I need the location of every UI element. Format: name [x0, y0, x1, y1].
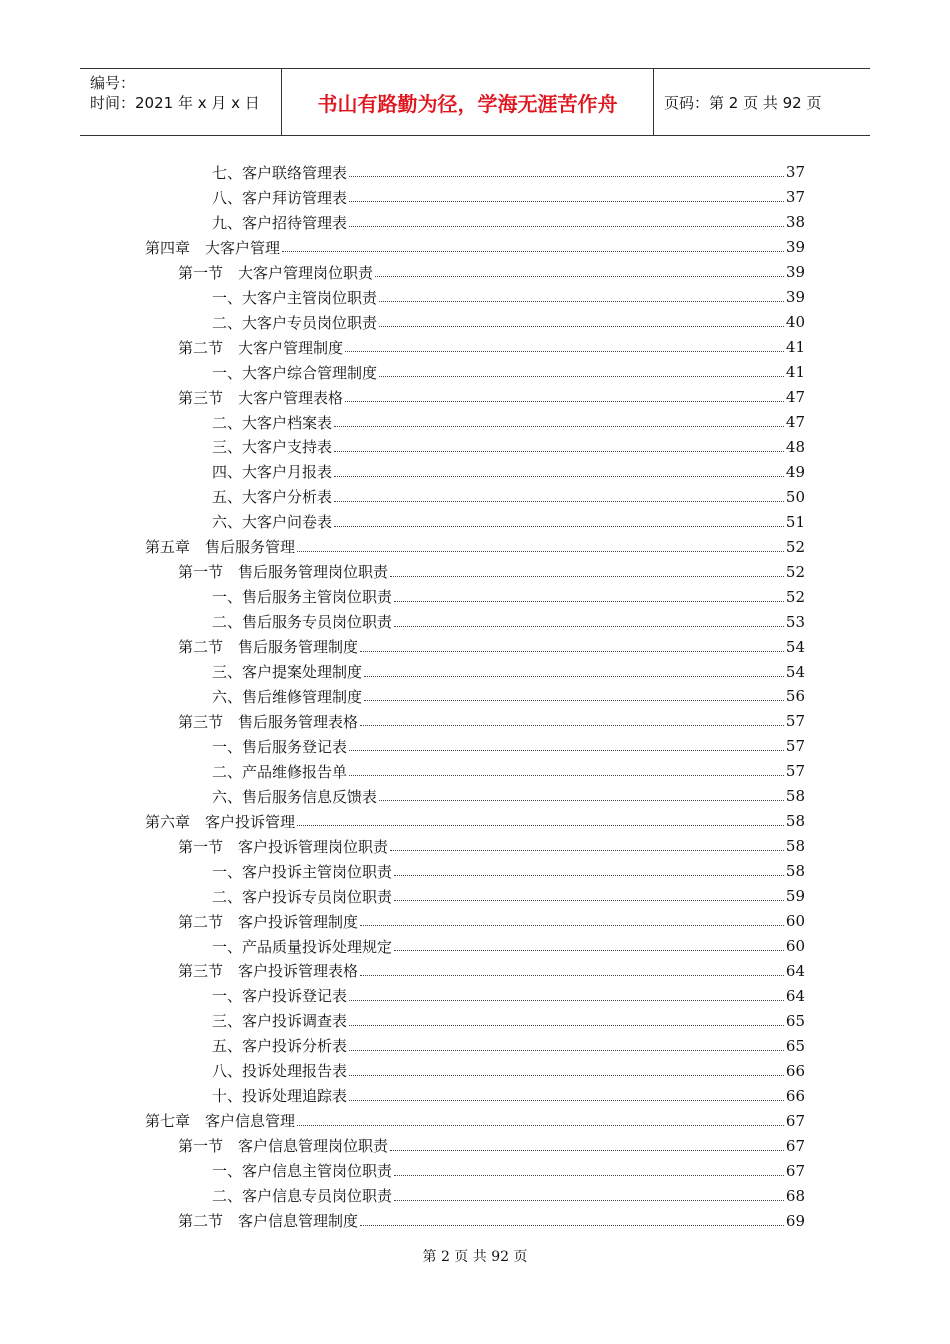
toc-entry[interactable] — [178, 559, 805, 584]
toc-entry[interactable] — [178, 909, 805, 934]
toc-entry-title: 第二节 售后服务管理制度 — [178, 638, 359, 657]
header-meta — [80, 69, 282, 135]
toc-entry-page: 57 — [785, 712, 805, 731]
toc-entry[interactable] — [145, 809, 805, 834]
toc-entry-title: 一、大客户综合管理制度 — [212, 363, 378, 382]
toc-entry[interactable] — [212, 1183, 805, 1208]
toc-entry-page: 57 — [785, 762, 805, 781]
toc-entry-title: 一、客户信息主管岗位职责 — [212, 1162, 393, 1181]
toc-entry[interactable] — [212, 734, 805, 759]
toc-dot-leader — [334, 476, 784, 477]
toc-dot-leader — [360, 725, 784, 726]
toc-dot-leader — [297, 551, 784, 552]
toc-dot-leader — [394, 1175, 784, 1176]
header-motto: 书山有路勤为径，学海无涯苦作舟 — [282, 69, 654, 135]
toc-dot-leader — [394, 900, 784, 901]
page-footer: 第 2 页 共 92 页 — [422, 1249, 528, 1265]
toc-dot-leader — [349, 176, 784, 177]
toc-entry[interactable] — [178, 634, 805, 659]
toc-entry[interactable] — [212, 1033, 805, 1058]
toc-entry-title: 第四章 大客户管理 — [145, 238, 281, 257]
toc-entry-page: 68 — [785, 1186, 805, 1205]
toc-entry-page: 59 — [785, 887, 805, 906]
toc-entry-page: 54 — [785, 662, 805, 681]
toc-entry[interactable] — [212, 659, 805, 684]
toc-entry-page: 58 — [785, 862, 805, 881]
toc-entry[interactable] — [212, 185, 805, 210]
toc-entry[interactable] — [212, 759, 805, 784]
toc-dot-leader — [345, 401, 784, 402]
toc-entry[interactable] — [212, 1058, 805, 1083]
toc-entry-page: 47 — [785, 388, 805, 407]
toc-dot-leader — [394, 601, 784, 602]
toc-entry[interactable] — [212, 584, 805, 609]
toc-dot-leader — [360, 925, 784, 926]
toc-entry-page: 37 — [785, 163, 805, 182]
toc-entry-page: 52 — [785, 537, 805, 556]
toc-entry-page: 50 — [785, 487, 805, 506]
toc-dot-leader — [334, 501, 784, 502]
toc-entry[interactable] — [178, 959, 805, 984]
toc-entry-title: 六、大客户问卷表 — [212, 513, 333, 532]
toc-dot-leader — [379, 301, 784, 302]
toc-entry[interactable] — [212, 434, 805, 459]
toc-entry-title: 一、大客户主管岗位职责 — [212, 288, 378, 307]
toc-dot-leader — [349, 1100, 784, 1101]
document-number-label: 编号： — [90, 74, 136, 92]
toc-entry-title: 第三节 大客户管理表格 — [178, 388, 344, 407]
toc-dot-leader — [349, 1000, 784, 1001]
toc-entry-title: 二、大客户档案表 — [212, 413, 333, 432]
toc-entry[interactable] — [212, 484, 805, 509]
toc-entry[interactable] — [212, 884, 805, 909]
toc-dot-leader — [297, 825, 784, 826]
toc-entry-page: 39 — [785, 263, 805, 282]
toc-entry[interactable] — [212, 983, 805, 1008]
toc-dot-leader — [375, 276, 784, 277]
toc-entry-page: 65 — [785, 1036, 805, 1055]
toc-entry-title: 二、售后服务专员岗位职责 — [212, 613, 393, 632]
toc-dot-leader — [390, 1150, 784, 1151]
toc-entry-title: 第一节 大客户管理岗位职责 — [178, 263, 374, 282]
toc-entry-page: 69 — [785, 1211, 805, 1230]
toc-dot-leader — [349, 750, 784, 751]
toc-entry-page: 40 — [785, 313, 805, 332]
toc-entry-title: 一、售后服务主管岗位职责 — [212, 588, 393, 607]
toc-entry-page: 52 — [785, 587, 805, 606]
toc-entry[interactable] — [178, 260, 805, 285]
toc-entry-page: 67 — [785, 1111, 805, 1130]
toc-dot-leader — [345, 351, 784, 352]
toc-entry-page: 66 — [785, 1086, 805, 1105]
toc-entry-title: 三、客户投诉调查表 — [212, 1012, 348, 1031]
toc-entry-title: 一、客户投诉主管岗位职责 — [212, 862, 393, 881]
toc-entry-title: 三、客户提案处理制度 — [212, 663, 363, 682]
toc-dot-leader — [360, 975, 784, 976]
toc-entry-page: 60 — [785, 937, 805, 956]
toc-entry-page: 41 — [785, 363, 805, 382]
toc-entry[interactable] — [212, 684, 805, 709]
document-time-label: 时间：2021 年 x 月 x 日 — [90, 94, 260, 112]
toc-entry-page: 53 — [785, 612, 805, 631]
toc-dot-leader — [349, 226, 784, 227]
toc-entry-page: 58 — [785, 837, 805, 856]
toc-dot-leader — [364, 700, 784, 701]
toc-entry[interactable] — [145, 1108, 805, 1133]
toc-entry-page: 49 — [785, 462, 805, 481]
toc-entry-title: 第三节 客户投诉管理表格 — [178, 962, 359, 981]
toc-entry[interactable] — [212, 1083, 805, 1108]
toc-entry-page: 47 — [785, 413, 805, 431]
toc-dot-leader — [394, 1200, 784, 1201]
toc-dot-leader — [334, 426, 784, 427]
toc-entry[interactable] — [212, 1158, 805, 1183]
toc-dot-leader — [297, 1125, 784, 1126]
toc-entry-page: 39 — [785, 238, 805, 257]
toc-entry-title: 六、售后维修管理制度 — [212, 687, 363, 706]
toc-entry[interactable] — [212, 310, 805, 335]
toc-entry-page: 57 — [785, 737, 805, 756]
toc-dot-leader — [390, 850, 784, 851]
toc-entry[interactable] — [212, 859, 805, 884]
toc-entry[interactable] — [212, 509, 805, 534]
toc-entry-page: 67 — [785, 1136, 805, 1155]
toc-entry-page: 37 — [785, 188, 805, 207]
toc-entry-title: 第一节 售后服务管理岗位职责 — [178, 563, 389, 582]
header-page-info: 页码：第 2 页 共 92 页 — [664, 93, 822, 112]
toc-entry[interactable] — [212, 285, 805, 310]
toc-entry[interactable] — [178, 834, 805, 859]
toc-entry[interactable] — [212, 784, 805, 809]
toc-entry-title: 第二节 大客户管理制度 — [178, 338, 344, 357]
toc-dot-leader — [282, 251, 784, 252]
toc-entry-page: 41 — [785, 338, 805, 357]
toc-dot-leader — [394, 875, 784, 876]
toc-entry-title: 第一节 客户投诉管理岗位职责 — [178, 837, 389, 856]
toc-entry-page: 54 — [785, 637, 805, 656]
toc-entry[interactable] — [212, 160, 805, 185]
toc-entry[interactable] — [212, 459, 805, 484]
toc-entry-title: 第三节 售后服务管理表格 — [178, 712, 359, 731]
toc-entry-title: 一、售后服务登记表 — [212, 737, 348, 756]
toc-entry-title: 二、大客户专员岗位职责 — [212, 313, 378, 332]
toc-entry-page: 52 — [785, 562, 805, 581]
toc-entry-title: 二、产品维修报告单 — [212, 762, 348, 781]
toc-dot-leader — [334, 526, 784, 527]
toc-dot-leader — [394, 626, 784, 627]
toc-entry[interactable] — [145, 235, 805, 260]
toc-entry-title: 第一节 客户信息管理岗位职责 — [178, 1137, 389, 1156]
toc-dot-leader — [379, 326, 784, 327]
toc-entry[interactable] — [178, 335, 805, 360]
toc-dot-leader — [379, 376, 784, 377]
toc-entry-page: 56 — [785, 687, 805, 706]
toc-entry-title: 第六章 客户投诉管理 — [145, 812, 296, 831]
toc-dot-leader — [360, 651, 784, 652]
toc-dot-leader — [349, 1050, 784, 1051]
toc-entry-title: 第二节 客户信息管理制度 — [178, 1212, 359, 1230]
toc-entry[interactable] — [212, 410, 805, 435]
toc-entry-page: 58 — [785, 787, 805, 806]
table-of-contents — [0, 160, 950, 1233]
toc-entry-page: 39 — [785, 288, 805, 307]
toc-entry-page: 51 — [785, 512, 805, 531]
toc-entry-title: 八、客户拜访管理表 — [212, 188, 348, 207]
toc-entry[interactable] — [178, 385, 805, 410]
page-header — [80, 68, 870, 136]
toc-entry-page: 65 — [785, 1011, 805, 1030]
toc-entry-title: 四、大客户月报表 — [212, 463, 333, 482]
toc-dot-leader — [394, 950, 784, 951]
toc-entry-page: 66 — [785, 1061, 805, 1080]
toc-entry-title: 五、大客户分析表 — [212, 488, 333, 507]
toc-entry[interactable] — [212, 1008, 805, 1033]
toc-dot-leader — [349, 775, 784, 776]
toc-entry[interactable] — [212, 609, 805, 634]
toc-dot-leader — [349, 201, 784, 202]
toc-entry-title: 三、大客户支持表 — [212, 438, 333, 457]
toc-dot-leader — [390, 576, 784, 577]
toc-entry-title: 二、客户投诉专员岗位职责 — [212, 887, 393, 906]
toc-entry-page: 60 — [785, 912, 805, 931]
toc-entry[interactable] — [145, 534, 805, 559]
toc-entry[interactable] — [212, 360, 805, 385]
toc-entry-page: 48 — [785, 437, 805, 456]
toc-entry-title: 第二节 客户投诉管理制度 — [178, 912, 359, 931]
toc-entry[interactable] — [178, 709, 805, 734]
toc-entry-page: 67 — [785, 1161, 805, 1180]
toc-dot-leader — [334, 451, 784, 452]
toc-dot-leader — [379, 800, 784, 801]
toc-entry-title: 七、客户联络管理表 — [212, 163, 348, 182]
toc-entry-title: 二、客户信息专员岗位职责 — [212, 1187, 393, 1206]
toc-entry-page: 38 — [785, 213, 805, 232]
toc-dot-leader — [360, 1225, 784, 1226]
toc-entry-page: 58 — [785, 812, 805, 831]
toc-entry-title: 十、投诉处理追踪表 — [212, 1087, 348, 1106]
toc-entry-title: 九、客户招待管理表 — [212, 213, 348, 232]
toc-entry-title: 第七章 客户信息管理 — [145, 1112, 296, 1131]
toc-dot-leader — [364, 676, 784, 677]
toc-entry[interactable] — [178, 1208, 805, 1233]
toc-dot-leader — [349, 1025, 784, 1026]
toc-entry-page: 64 — [785, 961, 805, 980]
toc-entry-title: 一、产品质量投诉处理规定 — [212, 937, 393, 956]
toc-entry-title: 一、客户投诉登记表 — [212, 987, 348, 1006]
toc-entry-page: 64 — [785, 986, 805, 1005]
toc-entry[interactable] — [178, 1133, 805, 1158]
toc-entry-title: 六、售后服务信息反馈表 — [212, 787, 378, 806]
toc-entry-title: 八、投诉处理报告表 — [212, 1062, 348, 1081]
toc-entry[interactable] — [212, 934, 805, 959]
toc-dot-leader — [349, 1075, 784, 1076]
toc-entry-title: 五、客户投诉分析表 — [212, 1037, 348, 1056]
toc-entry-title: 第五章 售后服务管理 — [145, 538, 296, 557]
toc-entry[interactable] — [212, 210, 805, 235]
